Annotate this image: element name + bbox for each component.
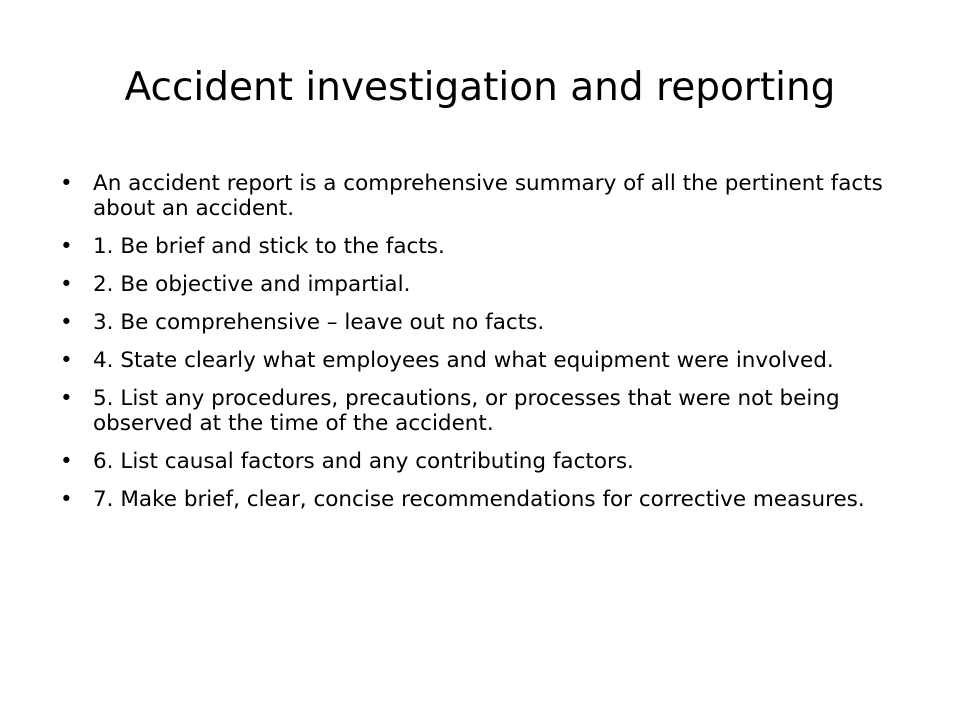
bullet-text: 6. List causal factors and any contributing factors. xyxy=(93,449,634,474)
bullet-item xyxy=(60,234,910,259)
bullet-item xyxy=(60,449,910,474)
bullet-text: 5. List any procedures, precautions, or processes that were not being observed at the time of the accident. xyxy=(93,386,840,436)
bullet-item xyxy=(60,348,910,373)
bullet-icon: • xyxy=(60,449,73,474)
bullet-item xyxy=(60,310,910,335)
bullet-icon: • xyxy=(60,171,73,196)
bullet-icon: • xyxy=(60,386,73,411)
slide-title: Accident investigation and reporting xyxy=(124,65,836,110)
bullet-list xyxy=(60,171,910,525)
bullet-icon: • xyxy=(60,348,73,373)
bullet-icon: • xyxy=(60,234,73,259)
bullet-icon: • xyxy=(60,310,73,335)
bullet-text: 7. Make brief, clear, concise recommendations for corrective measures. xyxy=(93,487,865,512)
bullet-text: 1. Be brief and stick to the facts. xyxy=(93,234,445,259)
bullet-text: An accident report is a comprehensive summary of all the pertinent facts about an accident. xyxy=(93,171,883,221)
bullet-text: 2. Be objective and impartial. xyxy=(93,272,411,297)
bullet-item xyxy=(60,272,910,297)
bullet-icon: • xyxy=(60,487,73,512)
bullet-text: 4. State clearly what employees and what equipment were involved. xyxy=(93,348,834,373)
bullet-item xyxy=(60,386,910,436)
bullet-item xyxy=(60,487,910,512)
bullet-item xyxy=(60,171,910,221)
bullet-text: 3. Be comprehensive – leave out no facts. xyxy=(93,310,545,335)
bullet-icon: • xyxy=(60,272,73,297)
